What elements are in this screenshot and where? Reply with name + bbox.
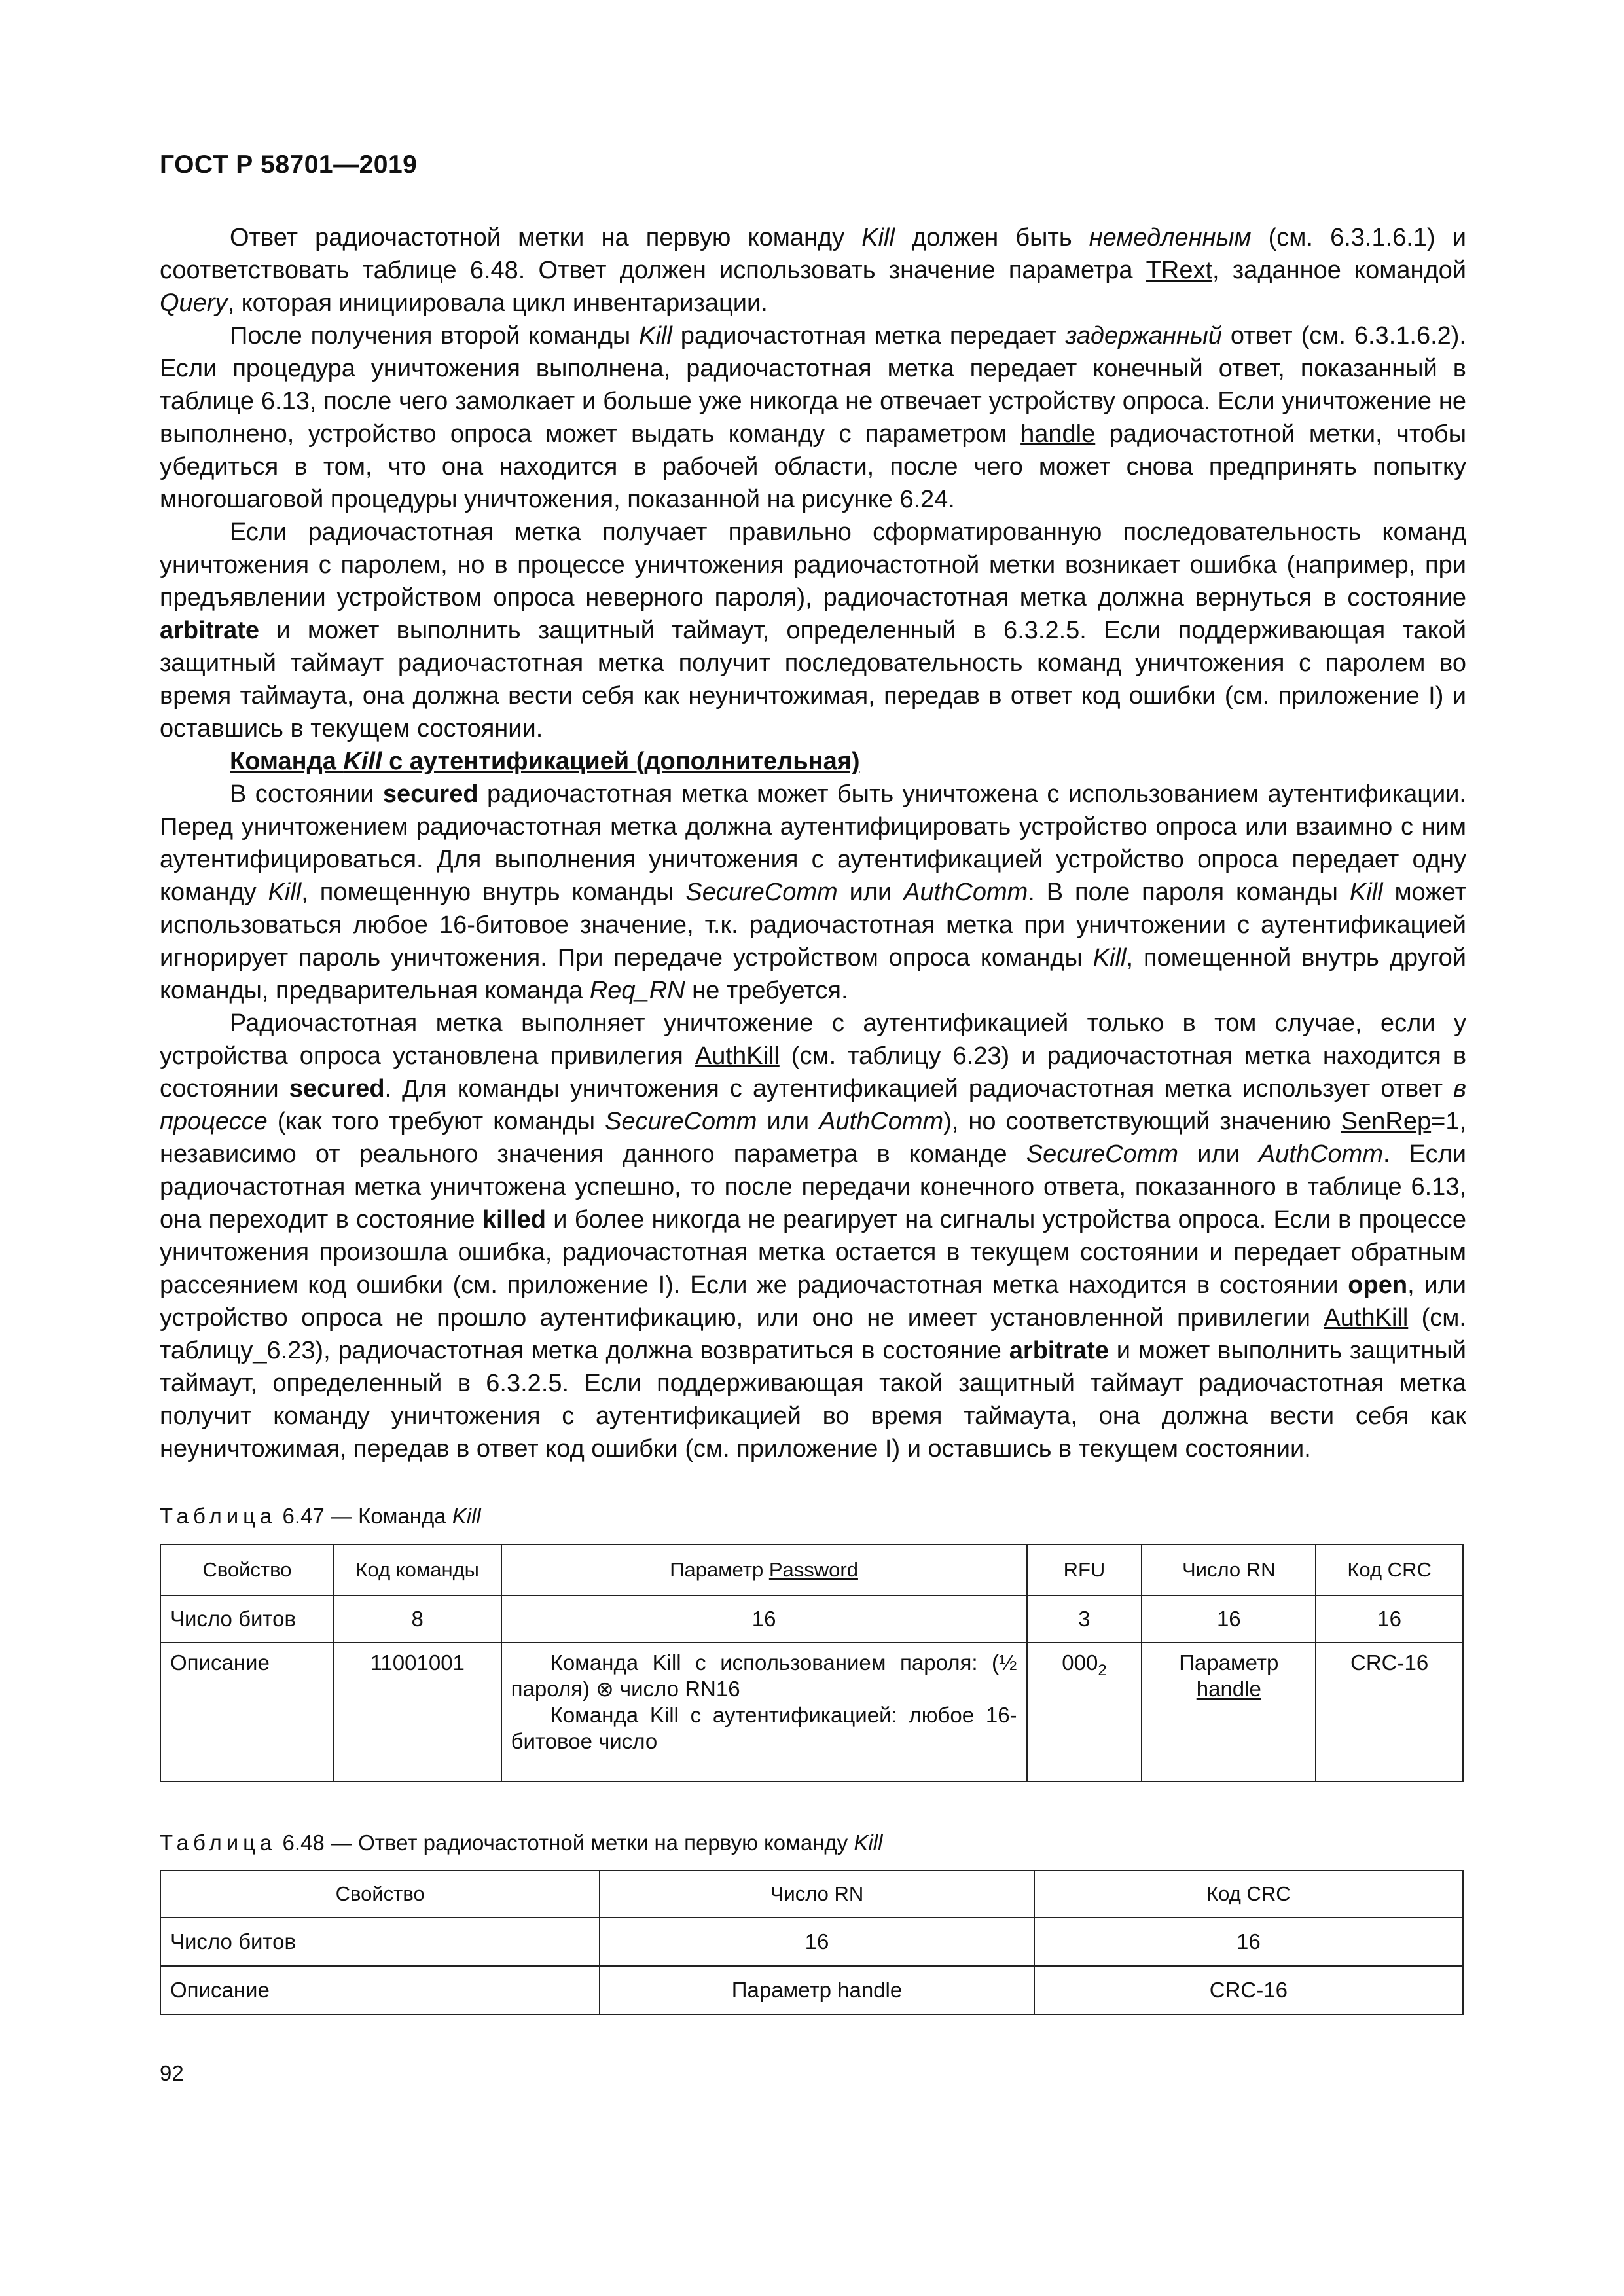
document-header: ГОСТ Р 58701—2019: [160, 151, 418, 179]
table-6-48: [160, 1870, 1464, 2015]
term-authkill: AuthKill: [695, 1042, 780, 1070]
table-row: Описание 11001001 Команда Kill с использованием пароля: (½ пароля) ⊗ число RN16 Команда Kill с аутентификацией: любое 16-битовое число $000_2$ Параметр handle CRC-16: [160, 1643, 1463, 1781]
header-rfu: RFU: [1027, 1544, 1142, 1595]
table-row: Описание Параметр handle CRC-16: [160, 1966, 1463, 2014]
term-senrep: SenRep: [1341, 1108, 1432, 1135]
header-property: Свойство: [160, 1544, 334, 1595]
table-header-row: [160, 1870, 1463, 1918]
page-number: 92: [160, 2061, 184, 2085]
header-crc: Код CRC: [1034, 1870, 1463, 1918]
table-row: Число битов 8 16 3 16 16: [160, 1595, 1463, 1643]
header-password: Параметр Password: [501, 1544, 1027, 1595]
table-header-row: [160, 1544, 1463, 1595]
table-6-48-caption: Таблица 6.48 — Ответ радиочастотной метки на первую команду Kill: [160, 1831, 883, 1855]
paragraph-3: Если радиочастотная метка получает правильно сформатированную последовательность команд уничтожения с паролем, но в процессе уничтожения радиочастотной метки возникает ошибка (например, при предъявлении устройством опроса неверного пароля), радиочастотная метка должна вернуться в состояние arbitrate и может выполнить защитный таймаут, определенный в 6.3.2.5. Если поддерживающая такой защитный таймаут радиочастотная метка получит последовательность команд уничтожения с паролем во время таймаута, она должна вести себя как неуничтожимая, передав в ответ код ошибки (см. приложение I) и оставшись в текущем состоянии.: [160, 519, 1466, 742]
paragraph-4: В состоянии secured радиочастотная метка может быть уничтожена с использованием аутентификации. Перед уничтожением радиочастотная метка должна аутентифицировать устройство опроса или взаимно с ним аутентифицироваться. Для выполнения уничтожения с аутентификацией устройство опроса передает одну команду Kill, помещенную внутрь команды SecureComm или AuthComm. В поле пароля команды Kill может использоваться любое 16-битовое значение, т.к. радиочастотная метка при уничтожении с аутентификацией игнорирует пароль уничтожения. При передаче устройством опроса команды Kill, помещенной внутрь другой команды, предварительная команда Req_RN не требуется.: [160, 780, 1467, 1004]
header-crc: Код CRC: [1316, 1544, 1463, 1595]
table-6-47-caption: Таблица 6.47 — Команда Kill: [160, 1504, 481, 1528]
header-property: Свойство: [160, 1870, 600, 1918]
paragraph-1: Ответ радиочастотной метки на первую команду Kill должен быть немедленным (см. 6.3.1.6.1) и соответствовать таблице 6.48. Ответ должен использовать значение параметра TRext, заданное командой Query, которая инициировала цикл инвентаризации.: [160, 224, 1466, 317]
table-row: Число битов 16 16: [160, 1918, 1463, 1966]
header-rn: Число RN: [600, 1870, 1034, 1918]
paragraph-2: После получения второй команды Kill радиочастотная метка передает задержанный ответ (см. 6.3.1.6.2). Если процедура уничтожения выполнена, радиочастотная метка передает конечный ответ, показанный в таблице 6.13, после чего замолкает и больше уже никогда не отвечает устройству опроса. Если уничтожение не выполнено, устройство опроса может выдать команду с параметром handle радиочастотной метки, чтобы убедиться в том, что она находится в рабочей области, после чего может снова предпринять попытку многошаговой процедуры уничтожения, показанной на рисунке 6.24.: [160, 322, 1467, 513]
term-handle: handle: [1020, 420, 1096, 448]
term-authkill-2: AuthKill: [1324, 1304, 1409, 1332]
section-heading: Команда Kill с аутентификацией (дополнительная): [230, 748, 860, 775]
paragraph-5: Радиочастотная метка выполняет уничтожение с аутентификацией только в том случае, если у устройства опроса установлена привилегия AuthKill (см. таблицу 6.23) и радиочастотная метка находится в состоянии secured. Для команды уничтожения с аутентификацией радиочастотная метка использует ответ в процессе (как того требуют команды SecureComm или AuthComm), но соответствующий значению SenRep=1, независимо от реального значения данного параметра в команде SecureComm или AuthComm. Если радиочастотная метка уничтожена успешно, то после передачи конечного ответа, показанного в таблице 6.13, она переходит в состояние killed и более никогда не реагирует на сигналы устройства опроса. Если в процессе уничтожения произошла ошибка, радиочастотная метка остается в текущем состоянии и передает обратным рассеянием код ошибки (см. приложение I). Если же радиочастотная метка находится в состоянии open, или устройство опроса не прошло аутентификацию, или оно не имеет установленной привилегии AuthKill (см. таблицу_6.23), радиочастотная метка должна возвратиться в состояние arbitrate и может выполнить защитный таймаут, определенный в 6.3.2.5. Если поддерживающая такой защитный таймаут радиочастотная метка получит команду уничтожения с аутентификацией во время таймаута, она должна вести себя как неуничтожимая, передав в ответ код ошибки (см. приложение I) и оставшись в текущем состоянии.: [160, 1010, 1467, 1463]
table-6-47: [160, 1544, 1464, 1782]
term-trext: TRext: [1146, 257, 1213, 284]
header-command-code: Код команды: [334, 1544, 501, 1595]
body-text: [160, 221, 1466, 1465]
header-rn: Число RN: [1142, 1544, 1316, 1595]
